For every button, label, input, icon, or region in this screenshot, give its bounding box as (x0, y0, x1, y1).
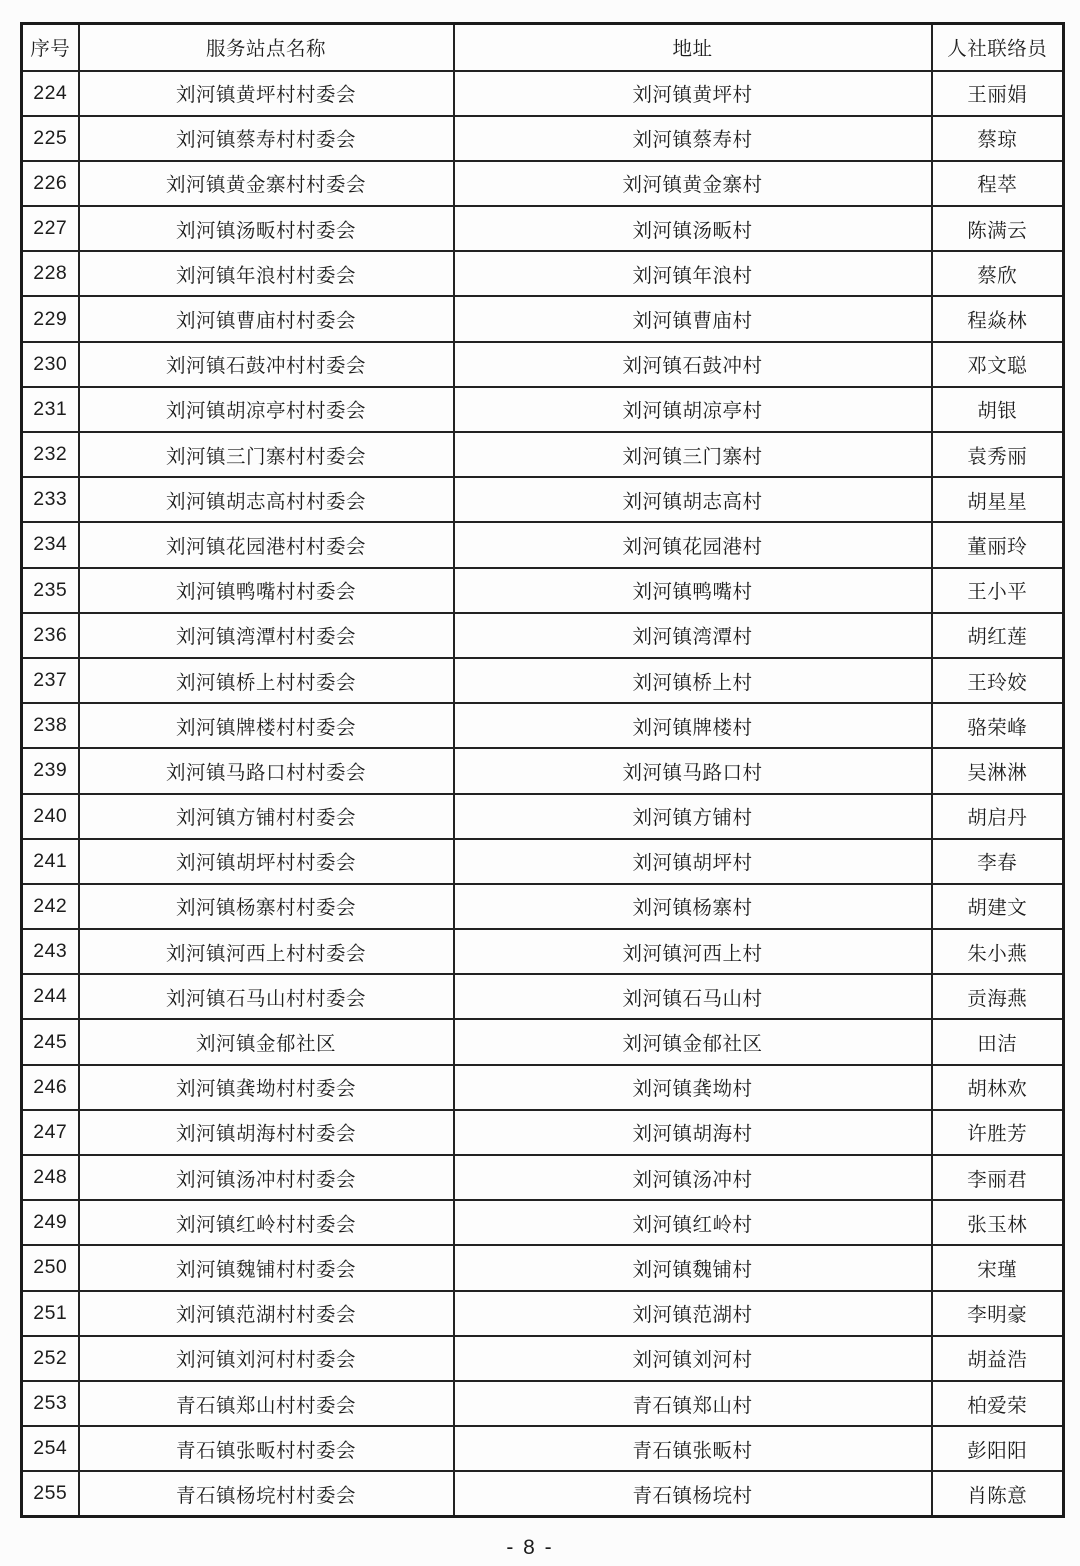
cell-liaison: 胡银 (932, 387, 1064, 432)
cell-station: 刘河镇马路口村村委会 (79, 748, 454, 793)
cell-index: 233 (22, 477, 79, 522)
cell-liaison: 陈满云 (932, 206, 1064, 251)
table-row (22, 839, 1064, 884)
table-row (22, 1065, 1064, 1110)
cell-index: 244 (22, 974, 79, 1019)
cell-liaison: 李明豪 (932, 1291, 1064, 1336)
cell-address: 刘河镇马路口村 (454, 748, 932, 793)
cell-address: 刘河镇鸭嘴村 (454, 568, 932, 613)
cell-address: 青石镇郑山村 (454, 1381, 932, 1426)
column-header-index: 序号 (22, 24, 79, 71)
cell-station: 刘河镇红岭村村委会 (79, 1200, 454, 1245)
cell-address: 刘河镇红岭村 (454, 1200, 932, 1245)
cell-address: 刘河镇曹庙村 (454, 296, 932, 341)
cell-station: 刘河镇黄坪村村委会 (79, 71, 454, 116)
cell-address: 刘河镇湾潭村 (454, 613, 932, 658)
table-row (22, 884, 1064, 929)
cell-station: 刘河镇黄金寨村村委会 (79, 161, 454, 206)
table-row (22, 116, 1064, 161)
cell-index: 235 (22, 568, 79, 613)
cell-address: 刘河镇黄坪村 (454, 71, 932, 116)
cell-index: 251 (22, 1291, 79, 1336)
cell-address: 刘河镇胡坪村 (454, 839, 932, 884)
table-row (22, 1291, 1064, 1336)
cell-station: 刘河镇石马山村村委会 (79, 974, 454, 1019)
cell-index: 238 (22, 703, 79, 748)
cell-liaison: 王玲姣 (932, 658, 1064, 703)
cell-liaison: 袁秀丽 (932, 432, 1064, 477)
table-row (22, 1471, 1064, 1516)
table-header (22, 24, 1064, 71)
cell-liaison: 胡星星 (932, 477, 1064, 522)
table-row (22, 477, 1064, 522)
cell-liaison: 田洁 (932, 1019, 1064, 1064)
table-row (22, 1155, 1064, 1200)
table-row (22, 1110, 1064, 1155)
cell-station: 刘河镇胡凉亭村村委会 (79, 387, 454, 432)
cell-index: 230 (22, 342, 79, 387)
cell-address: 刘河镇方铺村 (454, 794, 932, 839)
cell-index: 250 (22, 1245, 79, 1290)
cell-liaison: 王丽娟 (932, 71, 1064, 116)
cell-address: 刘河镇蔡寿村 (454, 116, 932, 161)
cell-station: 刘河镇河西上村村委会 (79, 929, 454, 974)
cell-index: 231 (22, 387, 79, 432)
cell-liaison: 彭阳阳 (932, 1426, 1064, 1471)
cell-station: 刘河镇石鼓冲村村委会 (79, 342, 454, 387)
cell-station: 刘河镇汤畈村村委会 (79, 206, 454, 251)
cell-station: 刘河镇刘河村村委会 (79, 1336, 454, 1381)
cell-liaison: 胡红莲 (932, 613, 1064, 658)
cell-liaison: 程萃 (932, 161, 1064, 206)
table-body (22, 71, 1064, 1517)
cell-index: 252 (22, 1336, 79, 1381)
cell-station: 刘河镇鸭嘴村村委会 (79, 568, 454, 613)
cell-liaison: 许胜芳 (932, 1110, 1064, 1155)
cell-station: 刘河镇杨寨村村委会 (79, 884, 454, 929)
cell-liaison: 李丽君 (932, 1155, 1064, 1200)
table-row (22, 1245, 1064, 1290)
table-row (22, 794, 1064, 839)
table-row (22, 296, 1064, 341)
cell-index: 232 (22, 432, 79, 477)
cell-station: 刘河镇龚坳村村委会 (79, 1065, 454, 1110)
cell-station: 刘河镇湾潭村村委会 (79, 613, 454, 658)
table-row (22, 432, 1064, 477)
table-row (22, 1426, 1064, 1471)
cell-index: 248 (22, 1155, 79, 1200)
cell-address: 刘河镇刘河村 (454, 1336, 932, 1381)
cell-station: 青石镇郑山村村委会 (79, 1381, 454, 1426)
cell-address: 刘河镇胡凉亭村 (454, 387, 932, 432)
table-row (22, 71, 1064, 116)
table-row (22, 1381, 1064, 1426)
table-row (22, 1019, 1064, 1064)
cell-liaison: 朱小燕 (932, 929, 1064, 974)
cell-address: 刘河镇杨寨村 (454, 884, 932, 929)
cell-station: 刘河镇胡坪村村委会 (79, 839, 454, 884)
cell-index: 246 (22, 1065, 79, 1110)
cell-station: 刘河镇方铺村村委会 (79, 794, 454, 839)
cell-liaison: 邓文聪 (932, 342, 1064, 387)
cell-index: 243 (22, 929, 79, 974)
cell-liaison: 贡海燕 (932, 974, 1064, 1019)
cell-index: 225 (22, 116, 79, 161)
table-row (22, 251, 1064, 296)
table-row (22, 387, 1064, 432)
cell-station: 青石镇杨垸村村委会 (79, 1471, 454, 1516)
table-row (22, 974, 1064, 1019)
header-row (22, 24, 1064, 71)
table-row (22, 748, 1064, 793)
cell-address: 刘河镇汤冲村 (454, 1155, 932, 1200)
cell-index: 254 (22, 1426, 79, 1471)
cell-index: 240 (22, 794, 79, 839)
cell-station: 刘河镇三门寨村村委会 (79, 432, 454, 477)
table-row (22, 703, 1064, 748)
cell-index: 241 (22, 839, 79, 884)
cell-liaison: 胡益浩 (932, 1336, 1064, 1381)
cell-liaison: 蔡欣 (932, 251, 1064, 296)
cell-liaison: 李春 (932, 839, 1064, 884)
cell-liaison: 王小平 (932, 568, 1064, 613)
cell-index: 242 (22, 884, 79, 929)
cell-station: 刘河镇花园港村村委会 (79, 522, 454, 567)
cell-index: 227 (22, 206, 79, 251)
column-header-station: 服务站点名称 (79, 24, 454, 71)
cell-address: 刘河镇金郁社区 (454, 1019, 932, 1064)
cell-index: 239 (22, 748, 79, 793)
cell-address: 刘河镇河西上村 (454, 929, 932, 974)
cell-address: 刘河镇汤畈村 (454, 206, 932, 251)
cell-station: 刘河镇蔡寿村村委会 (79, 116, 454, 161)
cell-station: 刘河镇汤冲村村委会 (79, 1155, 454, 1200)
table-row (22, 522, 1064, 567)
cell-liaison: 骆荣峰 (932, 703, 1064, 748)
cell-station: 青石镇张畈村村委会 (79, 1426, 454, 1471)
cell-liaison: 宋瑾 (932, 1245, 1064, 1290)
cell-index: 255 (22, 1471, 79, 1516)
table-row (22, 206, 1064, 251)
page-number: - 8 - (506, 1536, 554, 1559)
cell-address: 刘河镇黄金寨村 (454, 161, 932, 206)
cell-index: 234 (22, 522, 79, 567)
cell-address: 刘河镇花园港村 (454, 522, 932, 567)
cell-liaison: 柏爱荣 (932, 1381, 1064, 1426)
cell-index: 229 (22, 296, 79, 341)
cell-address: 刘河镇石鼓冲村 (454, 342, 932, 387)
cell-station: 刘河镇魏铺村村委会 (79, 1245, 454, 1290)
cell-address: 青石镇张畈村 (454, 1426, 932, 1471)
cell-liaison: 胡启丹 (932, 794, 1064, 839)
cell-address: 刘河镇三门寨村 (454, 432, 932, 477)
cell-index: 245 (22, 1019, 79, 1064)
table-row (22, 342, 1064, 387)
cell-address: 刘河镇年浪村 (454, 251, 932, 296)
cell-liaison: 胡建文 (932, 884, 1064, 929)
cell-index: 236 (22, 613, 79, 658)
cell-liaison: 胡林欢 (932, 1065, 1064, 1110)
cell-liaison: 程焱林 (932, 296, 1064, 341)
cell-station: 刘河镇胡志高村村委会 (79, 477, 454, 522)
cell-station: 刘河镇桥上村村委会 (79, 658, 454, 703)
cell-station: 刘河镇年浪村村委会 (79, 251, 454, 296)
table-row (22, 1200, 1064, 1245)
cell-liaison: 肖陈意 (932, 1471, 1064, 1516)
cell-index: 253 (22, 1381, 79, 1426)
table-row (22, 613, 1064, 658)
cell-index: 226 (22, 161, 79, 206)
cell-station: 刘河镇牌楼村村委会 (79, 703, 454, 748)
table-row (22, 929, 1064, 974)
cell-station: 刘河镇胡海村村委会 (79, 1110, 454, 1155)
cell-index: 224 (22, 71, 79, 116)
cell-liaison: 董丽玲 (932, 522, 1064, 567)
column-header-address: 地址 (454, 24, 932, 71)
cell-address: 刘河镇桥上村 (454, 658, 932, 703)
cell-address: 刘河镇牌楼村 (454, 703, 932, 748)
cell-station: 刘河镇范湖村村委会 (79, 1291, 454, 1336)
cell-liaison: 蔡琼 (932, 116, 1064, 161)
cell-station: 刘河镇金郁社区 (79, 1019, 454, 1064)
cell-index: 249 (22, 1200, 79, 1245)
service-stations-table (20, 22, 1065, 1518)
table-row (22, 1336, 1064, 1381)
cell-address: 刘河镇范湖村 (454, 1291, 932, 1336)
cell-address: 青石镇杨垸村 (454, 1471, 932, 1516)
cell-liaison: 吴淋淋 (932, 748, 1064, 793)
cell-address: 刘河镇胡志高村 (454, 477, 932, 522)
cell-index: 237 (22, 658, 79, 703)
cell-liaison: 张玉林 (932, 1200, 1064, 1245)
cell-address: 刘河镇胡海村 (454, 1110, 932, 1155)
cell-index: 247 (22, 1110, 79, 1155)
cell-index: 228 (22, 251, 79, 296)
table-row (22, 568, 1064, 613)
cell-address: 刘河镇龚坳村 (454, 1065, 932, 1110)
table-row (22, 658, 1064, 703)
cell-address: 刘河镇石马山村 (454, 974, 932, 1019)
cell-station: 刘河镇曹庙村村委会 (79, 296, 454, 341)
column-header-liaison: 人社联络员 (932, 24, 1064, 71)
cell-address: 刘河镇魏铺村 (454, 1245, 932, 1290)
table-row (22, 161, 1064, 206)
